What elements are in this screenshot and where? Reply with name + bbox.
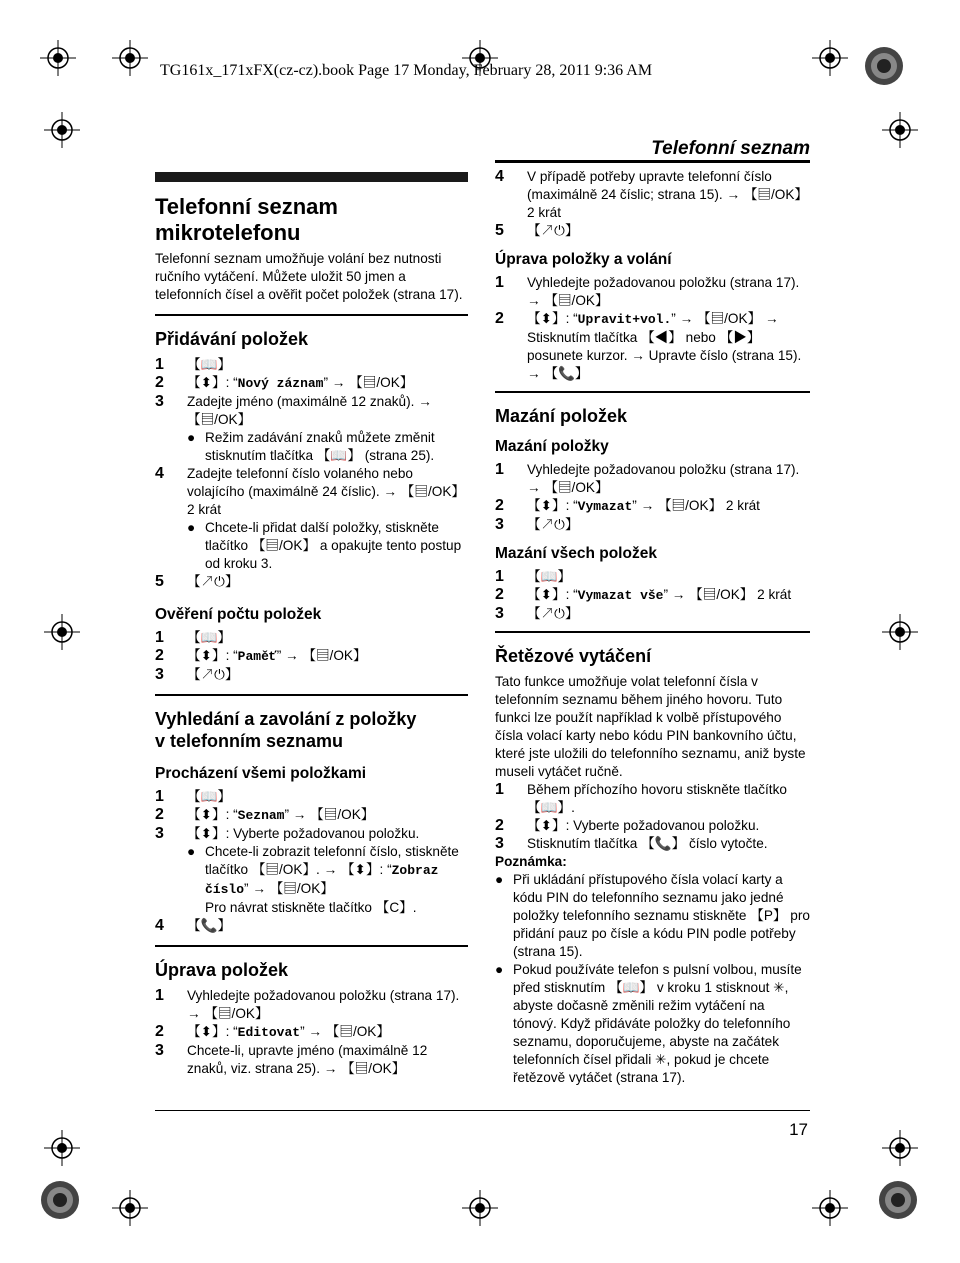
left-column bbox=[155, 172, 468, 1078]
heading-delete-all: Mazání všech položek bbox=[495, 545, 657, 562]
step-5: 5 【↗⏻】 bbox=[155, 573, 239, 590]
registration-mark-bottom-left bbox=[112, 1190, 148, 1226]
bullet: ● Chcete-li zobrazit telefonní číslo, stiskněte tlačítko 【▤/OK】. → 【⬍】: “Zobraz číslo” → 【▤/OK】 Pro návrat stiskněte tlačítko 【C】. bbox=[187, 844, 459, 915]
page-number: 17 bbox=[789, 1120, 808, 1139]
step-3: 3 【↗⏻】 bbox=[155, 666, 239, 683]
color-rosette-top-right bbox=[864, 46, 904, 86]
heading-edit-call: Úprava položky a volání bbox=[495, 251, 672, 268]
color-rosette-bottom-left bbox=[40, 1180, 80, 1220]
heading-delete-one: Mazání položky bbox=[495, 438, 609, 455]
divider bbox=[155, 314, 468, 316]
heading-verify: Ověření počtu položek bbox=[155, 606, 322, 623]
divider bbox=[495, 631, 810, 633]
step-4: 4 【📞】 bbox=[155, 917, 232, 934]
bullet: ● Režim zadávání znaků můžete změnit stisknutím tlačítka 【📖】 (strana 25). bbox=[187, 430, 435, 463]
registration-mark-left-middle bbox=[44, 614, 80, 650]
step-1: 1 Během příchozího hovoru stiskněte tlačítko 【📖】. bbox=[495, 781, 787, 815]
divider bbox=[155, 945, 468, 947]
note-bullet: ● Při ukládání přístupového čísla volací karty a kódu PIN do telefonního seznamu jako jedné položky telefonního seznamu stiskněte 【P】 pro přidání pauz po čísle a kódu PIN podle potřeby (strana 15). bbox=[495, 872, 810, 959]
color-rosette-bottom-right bbox=[878, 1180, 918, 1220]
heading-add: Přidávání položek bbox=[155, 329, 309, 349]
step-1: 1 【📖】 bbox=[155, 356, 232, 373]
bullet: ● Chcete-li přidat další položky, stiskněte tlačítko 【▤/OK】 a opakujte tento postup od kroku 3. bbox=[187, 520, 462, 571]
chain-intro: Tato funkce umožňuje volat telefonní čísla v telefonním seznamu během jiného hovoru. Tuto funkci lze použít například k volbě přístupového čísla volací karty nebo kódu PIN bankovního účtu, které jste uložili do telefonního seznamu, aniž byste museli vytáčet ručně. bbox=[495, 674, 806, 779]
heading-chain: Řetězové vytáčení bbox=[495, 646, 652, 666]
heading-search: Vyhledání a zavolání z položky v telefonním seznamu bbox=[155, 709, 417, 751]
step-3: 3 【↗⏻】 bbox=[495, 516, 579, 533]
step-5: 5 【↗⏻】 bbox=[495, 222, 579, 239]
registration-mark-left-lower bbox=[44, 1130, 80, 1166]
step-3: 3 Stisknutím tlačítka 【📞】 číslo vytočte. bbox=[495, 835, 768, 852]
registration-mark-bottom-right bbox=[812, 1190, 848, 1226]
step-2: 2 【⬍】: Vyberte požadovanou položku. bbox=[495, 817, 760, 834]
step-1: 1 Vyhledejte požadovanou položku (strana 17). → 【▤/OK】 bbox=[155, 987, 460, 1021]
header-rule bbox=[495, 160, 810, 163]
step-3: 3 【⬍】: Vyberte požadovanou položku. ● Chcete-li zobrazit telefonní číslo, stiskněte tlačítko 【▤/OK】. → 【⬍】: “Zobraz číslo” → 【▤/OK】 Pro návrat stiskněte tlačítko 【C】. bbox=[155, 825, 468, 917]
step-4: 4 V případě potřeby upravte telefonní číslo (maximálně 24 číslic; strana 15). → 【▤/OK】 2 krát bbox=[495, 168, 809, 220]
registration-mark-top-left bbox=[112, 40, 148, 76]
heading-delete: Mazání položek bbox=[495, 406, 628, 426]
right-column bbox=[495, 168, 810, 1087]
registration-mark-top-right bbox=[812, 40, 848, 76]
step-4: 4 Zadejte telefonní číslo volaného nebo volajícího (maximálně 24 číslic). → 【▤/OK】 2 krát ● Chcete-li přidat další položky, stiskněte tlačítko 【▤/OK】 a opakujte tento postup od kroku 3. bbox=[155, 465, 468, 573]
heading-edit: Úprava položek bbox=[155, 960, 289, 980]
step-3: 3 Chcete-li, upravte jméno (maximálně 12 znaků, viz. strana 25). → 【▤/OK】 bbox=[155, 1042, 428, 1076]
note-label: Poznámka: bbox=[495, 854, 567, 869]
step-2: 2 【⬍】: “Editovat” → 【▤/OK】 bbox=[155, 1023, 390, 1040]
section-title: Telefonní seznam mikrotelefonu bbox=[155, 194, 338, 245]
step-2: 2 【⬍】: “Vymazat” → 【▤/OK】 2 krát bbox=[495, 497, 760, 514]
section-bar bbox=[155, 172, 468, 182]
step-3: 3 Zadejte jméno (maximálně 12 znaků). → 【▤/OK】 ● Režim zadávání znaků můžete změnit stisknutím tlačítka 【📖】 (strana 25). bbox=[155, 393, 468, 465]
registration-mark-left-upper bbox=[44, 112, 80, 148]
step-2: 2 【⬍】: “Upravit+vol.” → 【▤/OK】 → Stisknutím tlačítka 【◀】 nebo 【▶】 posunete kurzor. → Upravte číslo (strana 15). → 【📞】 bbox=[495, 310, 802, 381]
step-1: 1 【📖】 bbox=[495, 568, 572, 585]
step-3: 3 【↗⏻】 bbox=[495, 605, 579, 622]
step-1: 1 【📖】 bbox=[155, 629, 232, 646]
registration-mark-bottom-center bbox=[462, 1190, 498, 1226]
heading-browse: Procházení všemi položkami bbox=[155, 765, 367, 782]
note-bullet: ● Pokud používáte telefon s pulsní volbou, musíte před stisknutím 【📖】 v kroku 1 stisknout ✳, abyste dočasně změnili režim vytáčení na tónový. Když přidáváte položky do telefonního seznamu, doporučujeme, abyste na začátek telefonních čísel přidali ✳, pokud je chcete řetězově vytáčet (strana 17). bbox=[495, 962, 802, 1085]
divider bbox=[155, 694, 468, 696]
book-header: TG161x_171xFX(cz-cz).book Page 17 Monday, February 28, 2011 9:36 AM bbox=[160, 62, 653, 79]
intro-text: Telefonní seznam umožňuje volání bez nutnosti ručního vytáčení. Můžete uložit 50 jmen a telefonních čísel a ověřit počet položek (strana 17). bbox=[155, 251, 463, 302]
footer-rule bbox=[155, 1110, 810, 1111]
registration-mark-top-left-outer bbox=[40, 40, 76, 76]
step-2: 2 【⬍】: “Nový záznam” → 【▤/OK】 bbox=[155, 374, 414, 391]
step-1: 1 Vyhledejte požadovanou položku (strana 17). → 【▤/OK】 bbox=[495, 461, 800, 495]
step-2: 2 【⬍】: “Paměť” → 【▤/OK】 bbox=[155, 647, 367, 664]
registration-mark-right-lower bbox=[882, 1130, 918, 1166]
step-1: 1 Vyhledejte požadovanou položku (strana 17). → 【▤/OK】 bbox=[495, 274, 800, 308]
running-head: Telefonní seznam bbox=[651, 138, 810, 159]
step-2: 2 【⬍】: “Seznam” → 【▤/OK】 bbox=[155, 806, 375, 823]
registration-mark-right-upper bbox=[882, 112, 918, 148]
registration-mark-right-middle bbox=[882, 614, 918, 650]
step-1: 1 【📖】 bbox=[155, 788, 232, 805]
step-2: 2 【⬍】: “Vymazat vše” → 【▤/OK】 2 krát bbox=[495, 586, 792, 603]
divider bbox=[495, 391, 810, 393]
